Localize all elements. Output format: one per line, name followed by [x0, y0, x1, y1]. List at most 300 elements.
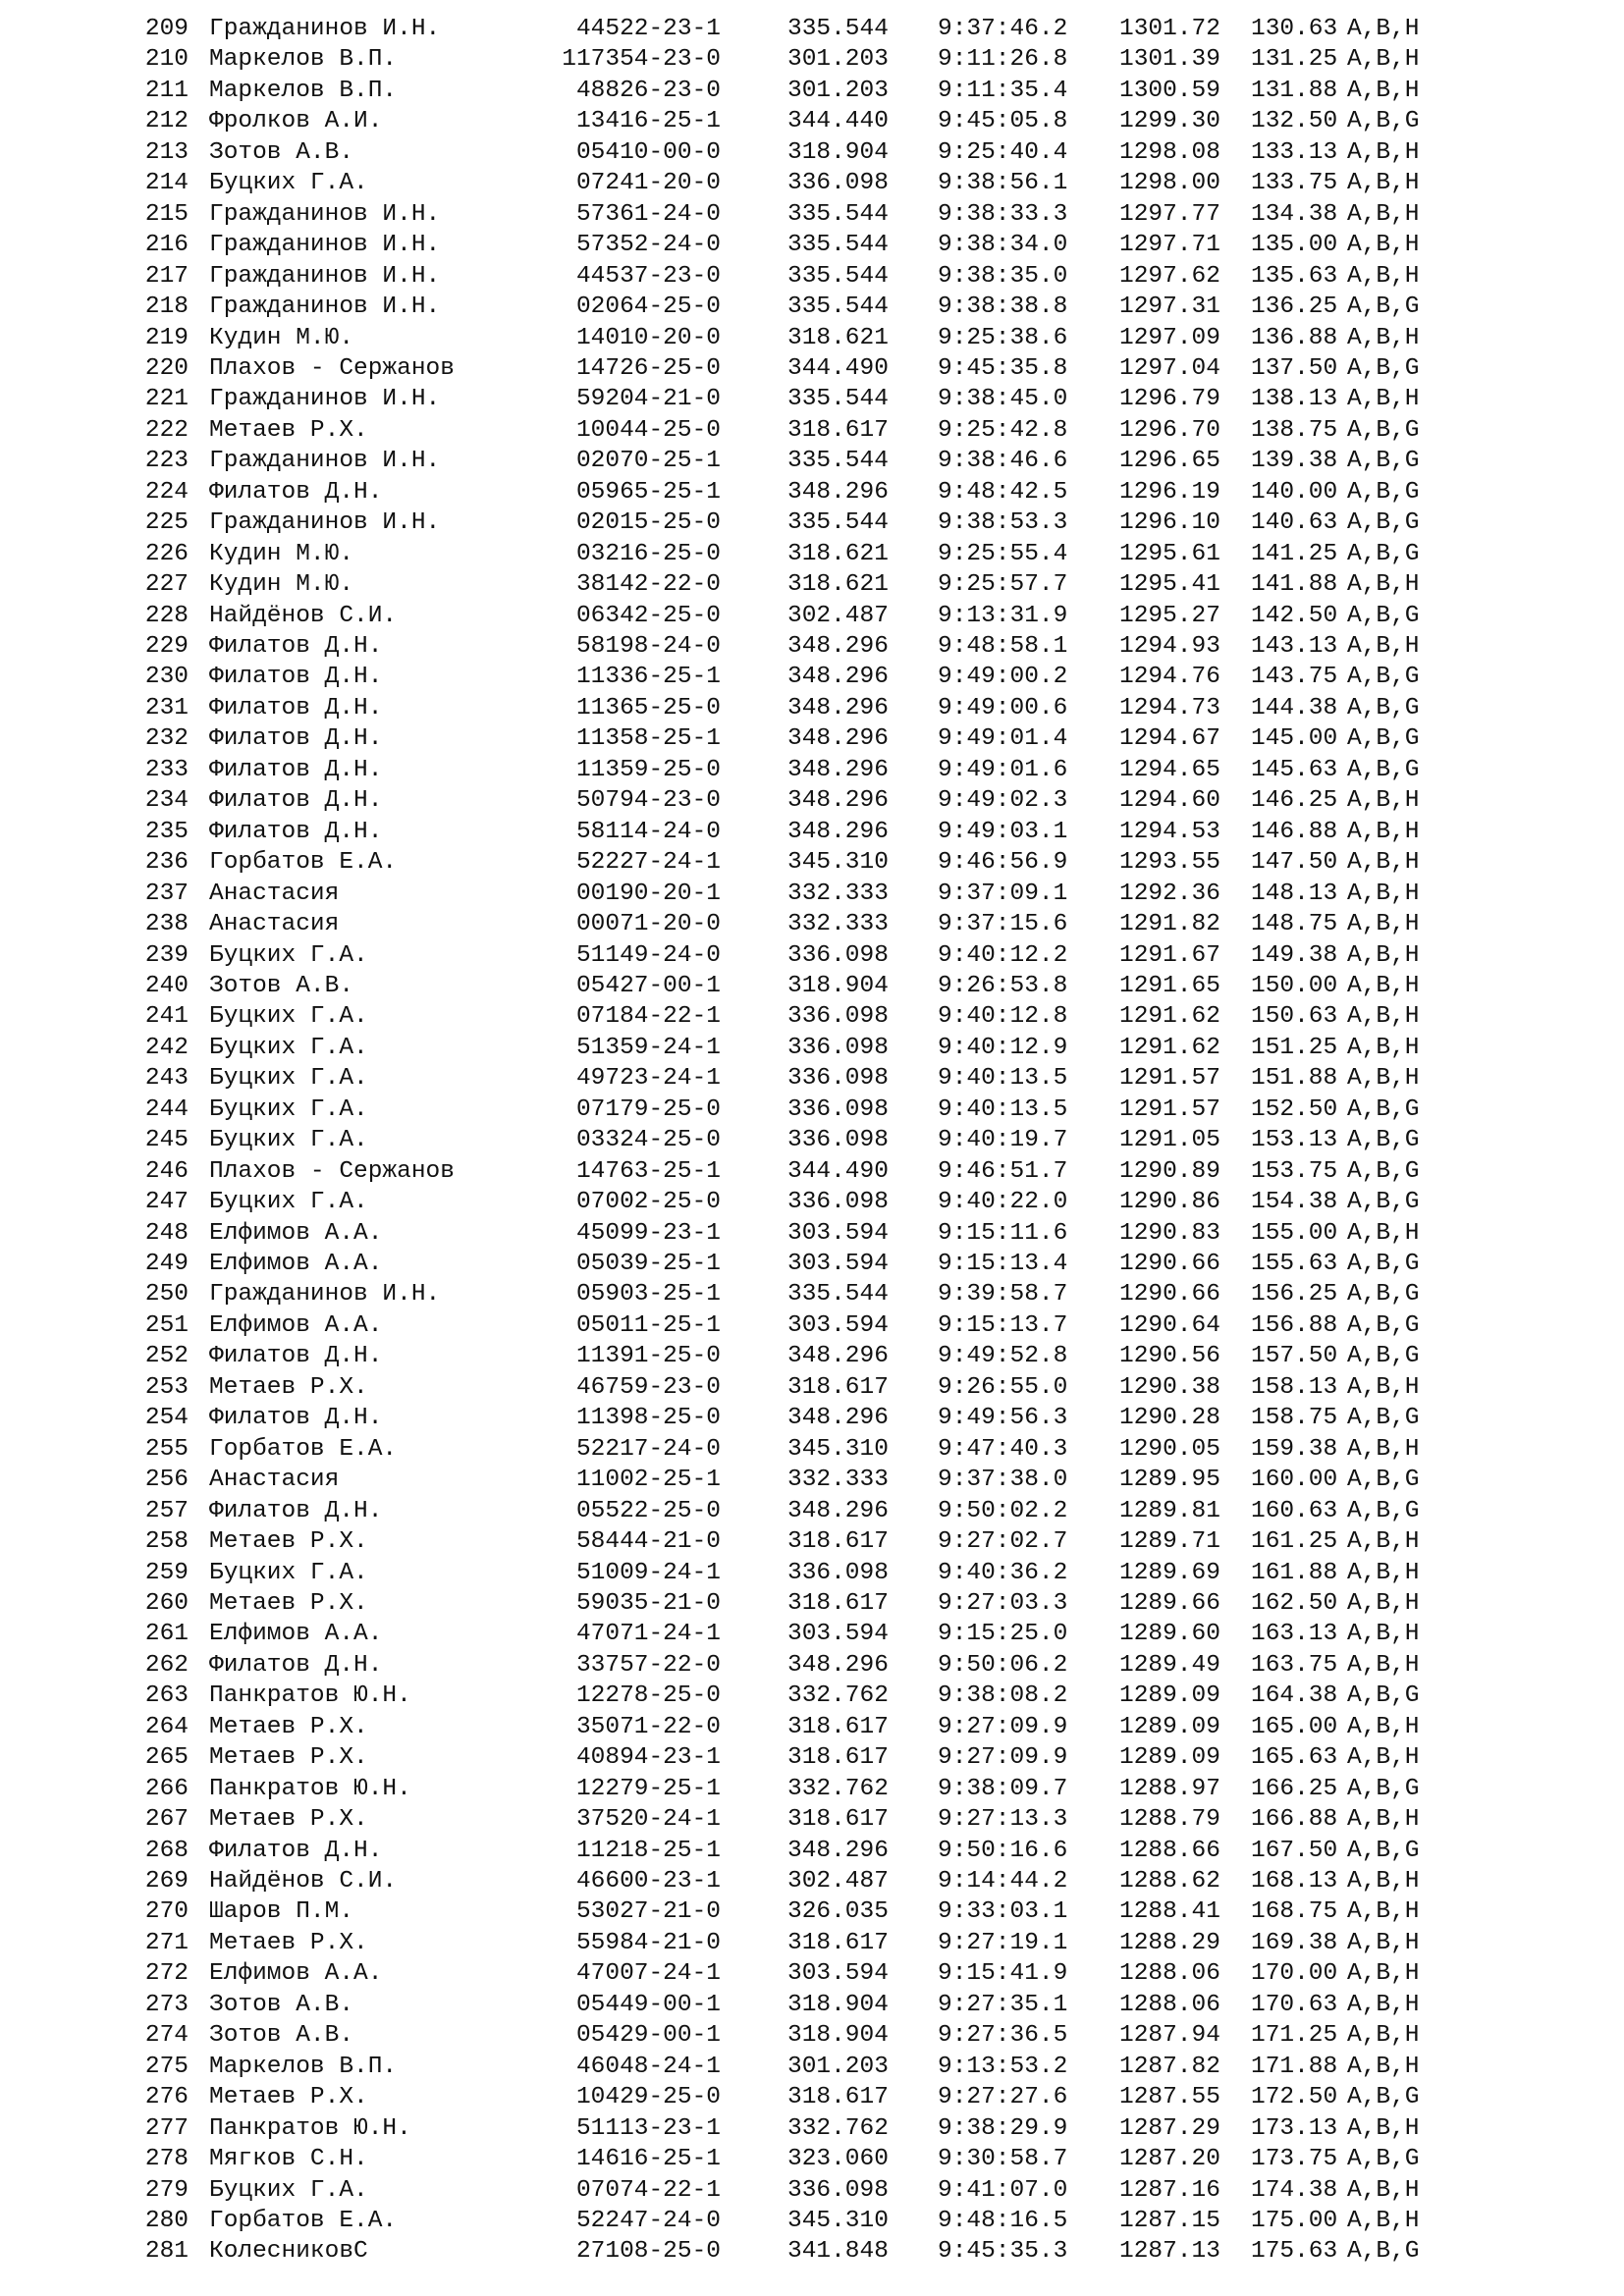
place-cell: 263	[144, 1682, 189, 1710]
table-row	[0, 1063, 1624, 1094]
arrival-time-cell: 9:46:56.9	[938, 849, 1068, 877]
coefficient-cell: 150.00	[1251, 972, 1338, 999]
coefficient-cell: 173.75	[1251, 2146, 1338, 2173]
speed-cell: 1290.28	[1119, 1405, 1220, 1432]
speed-cell: 1288.41	[1119, 1898, 1220, 1926]
ring-number-cell: 07179-25-0	[575, 1095, 721, 1123]
arrival-time-cell: 9:25:42.8	[938, 416, 1068, 444]
arrival-time-cell: 9:37:09.1	[938, 880, 1068, 907]
distance-cell: 318.617	[787, 416, 889, 444]
coefficient-cell: 175.63	[1251, 2238, 1338, 2266]
arrival-time-cell: 9:47:40.3	[938, 1435, 1068, 1463]
distance-cell: 303.594	[787, 1621, 889, 1648]
name-cell: Анастасия	[209, 880, 340, 907]
table-row	[0, 1526, 1624, 1557]
ring-number-cell: 53027-21-0	[575, 1898, 721, 1926]
name-cell: Панкратов Ю.Н.	[209, 1682, 411, 1710]
ring-number-cell: 59035-21-0	[575, 1589, 721, 1617]
name-cell: Панкратов Ю.Н.	[209, 1775, 411, 1802]
coefficient-cell: 141.88	[1251, 571, 1338, 599]
ring-number-cell: 45099-23-1	[575, 1219, 721, 1247]
place-cell: 259	[144, 1559, 189, 1586]
arrival-time-cell: 9:45:35.8	[938, 354, 1068, 382]
table-row	[0, 817, 1624, 847]
ring-number-cell: 58198-24-0	[575, 633, 721, 660]
speed-cell: 1295.61	[1119, 540, 1220, 567]
arrival-time-cell: 9:13:31.9	[938, 602, 1068, 629]
distance-cell: 336.098	[787, 941, 889, 969]
ring-number-cell: 02015-25-0	[575, 509, 721, 537]
groups-cell: A,B,G	[1347, 416, 1420, 444]
groups-cell: A,B,G	[1347, 2084, 1420, 2111]
table-row	[0, 662, 1624, 692]
distance-cell: 332.333	[787, 880, 889, 907]
speed-cell: 1298.08	[1119, 138, 1220, 166]
speed-cell: 1287.94	[1119, 2022, 1220, 2050]
table-row	[0, 1279, 1624, 1309]
distance-cell: 348.296	[787, 756, 889, 783]
name-cell: Горбатов Е.А.	[209, 849, 398, 877]
distance-cell: 332.762	[787, 1775, 889, 1802]
groups-cell: A,B,H	[1347, 170, 1420, 197]
table-row	[0, 1712, 1624, 1742]
distance-cell: 345.310	[787, 1435, 889, 1463]
table-row	[0, 14, 1624, 44]
coefficient-cell: 143.75	[1251, 664, 1338, 691]
coefficient-cell: 168.75	[1251, 1898, 1338, 1926]
ring-number-cell: 44537-23-0	[575, 262, 721, 290]
speed-cell: 1293.55	[1119, 849, 1220, 877]
speed-cell: 1287.55	[1119, 2084, 1220, 2111]
distance-cell: 336.098	[787, 1003, 889, 1031]
coefficient-cell: 148.75	[1251, 911, 1338, 938]
name-cell: Шаров П.М.	[209, 1898, 354, 1926]
speed-cell: 1289.71	[1119, 1528, 1220, 1556]
name-cell: Буцких Г.А.	[209, 1189, 368, 1216]
table-row	[0, 507, 1624, 538]
distance-cell: 318.617	[787, 1713, 889, 1740]
arrival-time-cell: 9:40:22.0	[938, 1189, 1068, 1216]
distance-cell: 302.487	[787, 1868, 889, 1895]
speed-cell: 1301.72	[1119, 16, 1220, 42]
coefficient-cell: 140.00	[1251, 478, 1338, 506]
groups-cell: A,B,H	[1347, 324, 1420, 351]
groups-cell: A,B,H	[1347, 16, 1420, 42]
distance-cell: 336.098	[787, 1127, 889, 1154]
speed-cell: 1289.66	[1119, 1589, 1220, 1617]
speed-cell: 1290.66	[1119, 1251, 1220, 1277]
place-cell: 249	[144, 1251, 189, 1277]
coefficient-cell: 170.63	[1251, 1991, 1338, 2018]
table-row	[0, 1249, 1624, 1279]
name-cell: Филатов Д.Н.	[209, 725, 383, 753]
distance-cell: 318.617	[787, 2084, 889, 2111]
speed-cell: 1289.60	[1119, 1621, 1220, 1648]
coefficient-cell: 132.50	[1251, 108, 1338, 135]
name-cell: Мягков С.Н.	[209, 2146, 368, 2173]
coefficient-cell: 165.00	[1251, 1713, 1338, 1740]
arrival-time-cell: 9:48:42.5	[938, 478, 1068, 506]
groups-cell: A,B,H	[1347, 911, 1420, 938]
groups-cell: A,B,H	[1347, 2053, 1420, 2080]
name-cell: Гражданинов И.Н.	[209, 200, 441, 228]
distance-cell: 348.296	[787, 1651, 889, 1679]
name-cell: Гражданинов И.Н.	[209, 509, 441, 537]
coefficient-cell: 147.50	[1251, 849, 1338, 877]
distance-cell: 302.487	[787, 602, 889, 629]
arrival-time-cell: 9:26:55.0	[938, 1373, 1068, 1401]
groups-cell: A,B,H	[1347, 571, 1420, 599]
name-cell: Зотов А.В.	[209, 138, 354, 166]
coefficient-cell: 158.75	[1251, 1405, 1338, 1432]
table-row	[0, 1372, 1624, 1403]
name-cell: Маркелов В.П.	[209, 77, 398, 104]
table-row	[0, 1187, 1624, 1217]
coefficient-cell: 148.13	[1251, 880, 1338, 907]
coefficient-cell: 144.38	[1251, 694, 1338, 721]
groups-cell: A,B,H	[1347, 1651, 1420, 1679]
ring-number-cell: 05429-00-1	[575, 2022, 721, 2050]
distance-cell: 335.544	[787, 232, 889, 259]
table-row	[0, 1681, 1624, 1711]
speed-cell: 1297.09	[1119, 324, 1220, 351]
place-cell: 210	[144, 46, 189, 74]
table-row	[0, 1588, 1624, 1619]
ring-number-cell: 05903-25-1	[575, 1281, 721, 1308]
ring-number-cell: 05965-25-1	[575, 478, 721, 506]
groups-cell: A,B,H	[1347, 1435, 1420, 1463]
arrival-time-cell: 9:38:29.9	[938, 2114, 1068, 2142]
distance-cell: 318.621	[787, 540, 889, 567]
arrival-time-cell: 9:15:11.6	[938, 1219, 1068, 1247]
ring-number-cell: 14763-25-1	[575, 1157, 721, 1185]
place-cell: 268	[144, 1837, 189, 1864]
place-cell: 234	[144, 787, 189, 815]
ring-number-cell: 33757-22-0	[575, 1651, 721, 1679]
arrival-time-cell: 9:15:13.4	[938, 1251, 1068, 1277]
ring-number-cell: 07184-22-1	[575, 1003, 721, 1031]
distance-cell: 332.762	[787, 1682, 889, 1710]
table-row	[0, 1619, 1624, 1649]
distance-cell: 336.098	[787, 1095, 889, 1123]
table-row	[0, 1496, 1624, 1526]
speed-cell: 1288.06	[1119, 1991, 1220, 2018]
place-cell: 279	[144, 2176, 189, 2204]
groups-cell: A,B,G	[1347, 478, 1420, 506]
speed-cell: 1294.65	[1119, 756, 1220, 783]
arrival-time-cell: 9:25:55.4	[938, 540, 1068, 567]
place-cell: 224	[144, 478, 189, 506]
speed-cell: 1294.76	[1119, 664, 1220, 691]
arrival-time-cell: 9:27:35.1	[938, 1991, 1068, 2018]
name-cell: Метаев Р.Х.	[209, 416, 368, 444]
table-row	[0, 44, 1624, 75]
distance-cell: 303.594	[787, 1219, 889, 1247]
table-row	[0, 353, 1624, 384]
name-cell: Буцких Г.А.	[209, 1127, 368, 1154]
place-cell: 237	[144, 880, 189, 907]
place-cell: 255	[144, 1435, 189, 1463]
ring-number-cell: 58444-21-0	[575, 1528, 721, 1556]
name-cell: Елфимов А.А.	[209, 1251, 383, 1277]
coefficient-cell: 138.13	[1251, 386, 1338, 413]
speed-cell: 1296.79	[1119, 386, 1220, 413]
speed-cell: 1291.67	[1119, 941, 1220, 969]
arrival-time-cell: 9:11:35.4	[938, 77, 1068, 104]
arrival-time-cell: 9:40:12.9	[938, 1034, 1068, 1061]
ring-number-cell: 02064-25-0	[575, 294, 721, 321]
speed-cell: 1289.09	[1119, 1744, 1220, 1772]
place-cell: 232	[144, 725, 189, 753]
ring-number-cell: 51113-23-1	[575, 2114, 721, 2142]
table-row	[0, 1774, 1624, 1804]
name-cell: Кудин М.Ю.	[209, 540, 354, 567]
place-cell: 256	[144, 1467, 189, 1494]
ring-number-cell: 117354-23-0	[562, 46, 721, 74]
groups-cell: A,B,H	[1347, 633, 1420, 660]
speed-cell: 1295.41	[1119, 571, 1220, 599]
name-cell: Кудин М.Ю.	[209, 324, 354, 351]
table-row	[0, 261, 1624, 292]
name-cell: Анастасия	[209, 1467, 340, 1494]
arrival-time-cell: 9:27:09.9	[938, 1744, 1068, 1772]
place-cell: 260	[144, 1589, 189, 1617]
arrival-time-cell: 9:25:38.6	[938, 324, 1068, 351]
groups-cell: A,B,G	[1347, 1251, 1420, 1277]
groups-cell: A,B,H	[1347, 2207, 1420, 2234]
table-row	[0, 1434, 1624, 1465]
speed-cell: 1289.95	[1119, 1467, 1220, 1494]
ring-number-cell: 03216-25-0	[575, 540, 721, 567]
ring-number-cell: 11398-25-0	[575, 1405, 721, 1432]
table-row	[0, 755, 1624, 785]
coefficient-cell: 156.88	[1251, 1311, 1338, 1339]
groups-cell: A,B,H	[1347, 1065, 1420, 1093]
table-row	[0, 168, 1624, 198]
table-row	[0, 1001, 1624, 1032]
place-cell: 229	[144, 633, 189, 660]
groups-cell: A,B,G	[1347, 1682, 1420, 1710]
name-cell: Горбатов Е.А.	[209, 1435, 398, 1463]
distance-cell: 335.544	[787, 1281, 889, 1308]
arrival-time-cell: 9:49:01.4	[938, 725, 1068, 753]
speed-cell: 1294.73	[1119, 694, 1220, 721]
ring-number-cell: 05039-25-1	[575, 1251, 721, 1277]
ring-number-cell: 07002-25-0	[575, 1189, 721, 1216]
ring-number-cell: 11391-25-0	[575, 1343, 721, 1370]
coefficient-cell: 160.63	[1251, 1497, 1338, 1524]
groups-cell: A,B,H	[1347, 77, 1420, 104]
ring-number-cell: 11002-25-1	[575, 1467, 721, 1494]
groups-cell: A,B,H	[1347, 1219, 1420, 1247]
ring-number-cell: 46600-23-1	[575, 1868, 721, 1895]
place-cell: 213	[144, 138, 189, 166]
table-row	[0, 569, 1624, 600]
groups-cell: A,B,H	[1347, 1034, 1420, 1061]
name-cell: Буцких Г.А.	[209, 170, 368, 197]
speed-cell: 1289.81	[1119, 1497, 1220, 1524]
name-cell: Кудин М.Ю.	[209, 571, 354, 599]
place-cell: 221	[144, 386, 189, 413]
arrival-time-cell: 9:27:03.3	[938, 1589, 1068, 1617]
name-cell: Гражданинов И.Н.	[209, 294, 441, 321]
groups-cell: A,B,H	[1347, 1929, 1420, 1956]
speed-cell: 1290.83	[1119, 1219, 1220, 1247]
distance-cell: 335.544	[787, 448, 889, 475]
speed-cell: 1294.53	[1119, 818, 1220, 845]
table-row	[0, 971, 1624, 1001]
speed-cell: 1297.71	[1119, 232, 1220, 259]
speed-cell: 1298.00	[1119, 170, 1220, 197]
ring-number-cell: 12279-25-1	[575, 1775, 721, 1802]
distance-cell: 318.904	[787, 2022, 889, 2050]
place-cell: 266	[144, 1775, 189, 1802]
place-cell: 254	[144, 1405, 189, 1432]
table-row	[0, 1990, 1624, 2020]
ring-number-cell: 13416-25-1	[575, 108, 721, 135]
name-cell: Панкратов Ю.Н.	[209, 2114, 411, 2142]
arrival-time-cell: 9:46:51.7	[938, 1157, 1068, 1185]
name-cell: Маркелов В.П.	[209, 46, 398, 74]
arrival-time-cell: 9:40:12.8	[938, 1003, 1068, 1031]
arrival-time-cell: 9:26:53.8	[938, 972, 1068, 999]
distance-cell: 344.490	[787, 1157, 889, 1185]
name-cell: Гражданинов И.Н.	[209, 16, 441, 42]
name-cell: Гражданинов И.Н.	[209, 232, 441, 259]
table-row	[0, 879, 1624, 909]
speed-cell: 1288.79	[1119, 1806, 1220, 1834]
coefficient-cell: 153.13	[1251, 1127, 1338, 1154]
groups-cell: A,B,G	[1347, 509, 1420, 537]
groups-cell: A,B,G	[1347, 1095, 1420, 1123]
place-cell: 265	[144, 1744, 189, 1772]
name-cell: Буцких Г.А.	[209, 1095, 368, 1123]
groups-cell: A,B,H	[1347, 972, 1420, 999]
coefficient-cell: 136.25	[1251, 294, 1338, 321]
speed-cell: 1290.89	[1119, 1157, 1220, 1185]
distance-cell: 303.594	[787, 1960, 889, 1988]
arrival-time-cell: 9:33:03.1	[938, 1898, 1068, 1926]
groups-cell: A,B,G	[1347, 1157, 1420, 1185]
speed-cell: 1297.77	[1119, 200, 1220, 228]
speed-cell: 1287.29	[1119, 2114, 1220, 2142]
distance-cell: 341.848	[787, 2238, 889, 2266]
speed-cell: 1291.82	[1119, 911, 1220, 938]
speed-cell: 1295.27	[1119, 602, 1220, 629]
speed-cell: 1297.04	[1119, 354, 1220, 382]
name-cell: Елфимов А.А.	[209, 1219, 383, 1247]
groups-cell: A,B,H	[1347, 1991, 1420, 2018]
groups-cell: A,B,H	[1347, 1960, 1420, 1988]
arrival-time-cell: 9:50:16.6	[938, 1837, 1068, 1864]
ring-number-cell: 35071-22-0	[575, 1713, 721, 1740]
coefficient-cell: 151.25	[1251, 1034, 1338, 1061]
arrival-time-cell: 9:49:01.6	[938, 756, 1068, 783]
name-cell: Метаев Р.Х.	[209, 1528, 368, 1556]
name-cell: Филатов Д.Н.	[209, 664, 383, 691]
distance-cell: 301.203	[787, 77, 889, 104]
table-row	[0, 785, 1624, 816]
ring-number-cell: 11336-25-1	[575, 664, 721, 691]
table-row	[0, 199, 1624, 230]
name-cell: Филатов Д.Н.	[209, 1497, 383, 1524]
ring-number-cell: 12278-25-0	[575, 1682, 721, 1710]
ring-number-cell: 05410-00-0	[575, 138, 721, 166]
distance-cell: 318.621	[787, 571, 889, 599]
table-row	[0, 1866, 1624, 1896]
speed-cell: 1290.86	[1119, 1189, 1220, 1216]
ring-number-cell: 05427-00-1	[575, 972, 721, 999]
distance-cell: 348.296	[787, 725, 889, 753]
groups-cell: A,B,H	[1347, 1744, 1420, 1772]
arrival-time-cell: 9:15:25.0	[938, 1621, 1068, 1648]
distance-cell: 318.904	[787, 138, 889, 166]
distance-cell: 344.440	[787, 108, 889, 135]
place-cell: 214	[144, 170, 189, 197]
coefficient-cell: 165.63	[1251, 1744, 1338, 1772]
distance-cell: 348.296	[787, 1405, 889, 1432]
speed-cell: 1297.31	[1119, 294, 1220, 321]
table-row	[0, 1125, 1624, 1155]
arrival-time-cell: 9:15:41.9	[938, 1960, 1068, 1988]
arrival-time-cell: 9:38:46.6	[938, 448, 1068, 475]
table-row	[0, 1928, 1624, 1958]
groups-cell: A,B,H	[1347, 2176, 1420, 2204]
table-row	[0, 1742, 1624, 1773]
distance-cell: 318.621	[787, 324, 889, 351]
ring-number-cell: 00190-20-1	[575, 880, 721, 907]
speed-cell: 1290.05	[1119, 1435, 1220, 1463]
place-cell: 233	[144, 756, 189, 783]
arrival-time-cell: 9:49:03.1	[938, 818, 1068, 845]
speed-cell: 1296.19	[1119, 478, 1220, 506]
place-cell: 211	[144, 77, 189, 104]
groups-cell: A,B,H	[1347, 1806, 1420, 1834]
ring-number-cell: 58114-24-0	[575, 818, 721, 845]
arrival-time-cell: 9:41:07.0	[938, 2176, 1068, 2204]
speed-cell: 1291.65	[1119, 972, 1220, 999]
coefficient-cell: 152.50	[1251, 1095, 1338, 1123]
name-cell: Буцких Г.А.	[209, 1003, 368, 1031]
groups-cell: A,B,H	[1347, 2114, 1420, 2142]
place-cell: 247	[144, 1189, 189, 1216]
coefficient-cell: 145.63	[1251, 756, 1338, 783]
table-row	[0, 631, 1624, 662]
coefficient-cell: 163.13	[1251, 1621, 1338, 1648]
coefficient-cell: 142.50	[1251, 602, 1338, 629]
distance-cell: 348.296	[787, 633, 889, 660]
ring-number-cell: 46759-23-0	[575, 1373, 721, 1401]
arrival-time-cell: 9:38:56.1	[938, 170, 1068, 197]
coefficient-cell: 149.38	[1251, 941, 1338, 969]
distance-cell: 348.296	[787, 1837, 889, 1864]
speed-cell: 1288.62	[1119, 1868, 1220, 1895]
arrival-time-cell: 9:40:13.5	[938, 1065, 1068, 1093]
name-cell: Елфимов А.А.	[209, 1311, 383, 1339]
speed-cell: 1287.20	[1119, 2146, 1220, 2173]
groups-cell: A,B,H	[1347, 1589, 1420, 1617]
coefficient-cell: 140.63	[1251, 509, 1338, 537]
groups-cell: A,B,H	[1347, 1898, 1420, 1926]
distance-cell: 335.544	[787, 200, 889, 228]
distance-cell: 318.617	[787, 1589, 889, 1617]
name-cell: КолесниковС	[209, 2238, 368, 2266]
table-row	[0, 1896, 1624, 1927]
name-cell: Елфимов А.А.	[209, 1621, 383, 1648]
distance-cell: 348.296	[787, 1343, 889, 1370]
table-row	[0, 1310, 1624, 1341]
speed-cell: 1288.66	[1119, 1837, 1220, 1864]
